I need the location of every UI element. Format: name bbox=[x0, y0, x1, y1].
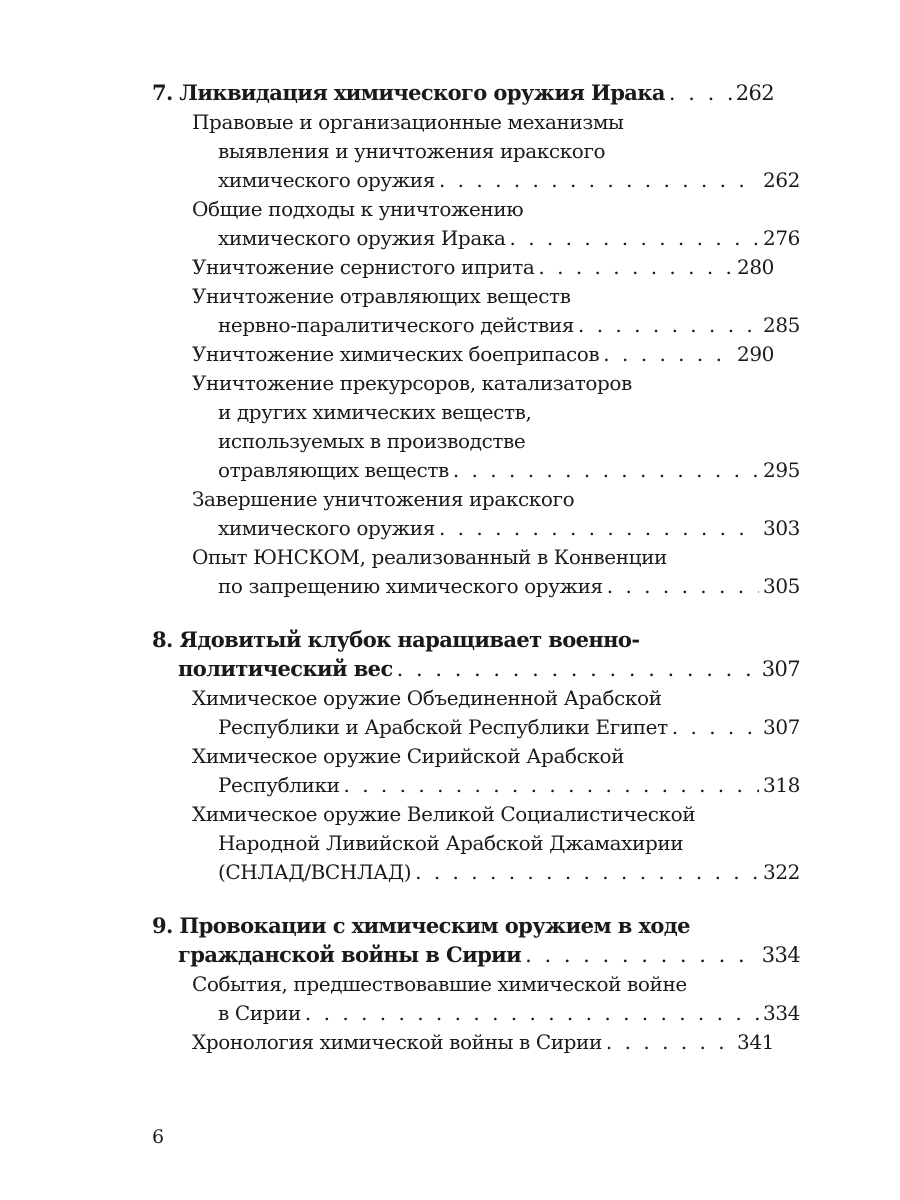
toc-line-with-page bbox=[192, 858, 800, 887]
section-entry[interactable] bbox=[192, 970, 800, 1028]
entry-text: нервно-паралитического действия bbox=[218, 313, 574, 337]
page-ref: 341 bbox=[737, 1030, 774, 1054]
entry-text: Республики и Арабской Республики Египет bbox=[218, 715, 668, 739]
page-ref: 307 bbox=[761, 657, 800, 681]
dot-leader bbox=[607, 572, 759, 601]
page-ref: 318 bbox=[763, 773, 800, 797]
entry-text: в Сирии bbox=[218, 1001, 301, 1025]
entry-text: События, предшествовавшие химической войне bbox=[192, 972, 687, 996]
section-entry[interactable] bbox=[192, 340, 774, 369]
page-number: 6 bbox=[152, 1126, 165, 1148]
dot-leader bbox=[305, 999, 759, 1028]
entry-text: Уничтожение химических боеприпасов bbox=[192, 342, 600, 366]
page-ref: 280 bbox=[737, 255, 774, 279]
entry-text: Народной Ливийской Арабской Джамахирии bbox=[218, 831, 684, 855]
entry-text: Химическое оружие Сирийской Арабской bbox=[192, 744, 625, 768]
entry-text: Уничтожение прекурсоров, катализаторов bbox=[192, 371, 632, 395]
toc-line-with-page bbox=[192, 340, 774, 369]
toc-chapter bbox=[152, 911, 800, 1057]
entry-text: Общие подходы к уничтожению bbox=[192, 197, 524, 221]
toc-line-with-page bbox=[152, 940, 800, 970]
toc-line-with-page bbox=[192, 514, 800, 543]
entry-text: отравляющих веществ bbox=[218, 458, 449, 482]
entry-text: 8. Ядовитый клубок наращивает военно- bbox=[152, 627, 640, 652]
page-ref: 290 bbox=[737, 342, 774, 366]
page-ref: 262 bbox=[735, 81, 774, 105]
dot-leader bbox=[415, 858, 759, 887]
entry-text: Завершение уничтожения иракского bbox=[192, 487, 575, 511]
toc-line-with-page bbox=[192, 1028, 774, 1057]
section-entry[interactable] bbox=[192, 282, 800, 340]
chapter-title[interactable] bbox=[152, 625, 800, 684]
dot-leader bbox=[439, 514, 759, 543]
toc-line-with-page bbox=[192, 713, 800, 742]
entry-text: химического оружия bbox=[218, 168, 435, 192]
entry-text: химического оружия Ирака bbox=[218, 226, 506, 250]
dot-leader bbox=[578, 311, 759, 340]
dot-leader bbox=[525, 941, 758, 970]
entry-text: 7. Ликвидация химического оружия Ирака bbox=[152, 80, 665, 105]
section-entry[interactable] bbox=[192, 1028, 774, 1057]
section-entry[interactable] bbox=[192, 108, 800, 195]
entry-text: 9. Провокации с химическим оружием в ходе bbox=[152, 913, 690, 938]
dot-leader bbox=[397, 655, 758, 684]
dot-leader bbox=[439, 166, 759, 195]
section-entry[interactable] bbox=[192, 742, 800, 800]
section-entry[interactable] bbox=[192, 485, 800, 543]
toc-chapter bbox=[152, 625, 800, 887]
entry-text: Химическое оружие Великой Социалистической bbox=[192, 802, 696, 826]
toc-line-with-page bbox=[192, 999, 800, 1028]
page-ref: 276 bbox=[763, 226, 800, 250]
dot-leader bbox=[606, 1028, 733, 1057]
toc-line-with-page bbox=[192, 224, 800, 253]
section-entry[interactable] bbox=[192, 253, 774, 282]
chapter-title[interactable] bbox=[152, 78, 774, 108]
dot-leader bbox=[603, 340, 733, 369]
page-ref: 334 bbox=[761, 943, 800, 967]
page-ref: 307 bbox=[763, 715, 800, 739]
toc-line-with-page bbox=[152, 78, 774, 108]
entry-text: Уничтожение отравляющих веществ bbox=[192, 284, 571, 308]
toc-line-with-page bbox=[192, 253, 774, 282]
toc-line-with-page bbox=[192, 456, 800, 485]
chapter-title[interactable] bbox=[152, 911, 800, 970]
toc-chapter bbox=[152, 78, 800, 601]
entry-text: Правовые и организационные механизмы bbox=[192, 110, 624, 134]
page-ref: 295 bbox=[763, 458, 800, 482]
dot-leader bbox=[669, 79, 732, 108]
entry-text: Уничтожение сернистого иприта bbox=[192, 255, 535, 279]
page-ref: 303 bbox=[763, 516, 800, 540]
toc-line-with-page bbox=[192, 311, 800, 340]
dot-leader bbox=[453, 456, 759, 485]
toc-line-with-page bbox=[152, 654, 800, 684]
entry-text: выявления и уничтожения иракского bbox=[218, 139, 606, 163]
section-entry[interactable] bbox=[192, 800, 800, 887]
entry-text: используемых в производстве bbox=[218, 429, 526, 453]
toc-line-with-page bbox=[192, 572, 800, 601]
entry-text: Хронология химической войны в Сирии bbox=[192, 1030, 602, 1054]
section-entry[interactable] bbox=[192, 543, 800, 601]
entry-text: и других химических веществ, bbox=[218, 400, 532, 424]
dot-leader bbox=[509, 224, 759, 253]
entry-text: политический вес bbox=[178, 656, 393, 681]
entry-text: Химическое оружие Объединенной Арабской bbox=[192, 686, 662, 710]
dot-leader bbox=[538, 253, 733, 282]
dot-leader bbox=[344, 771, 760, 800]
entry-text: Опыт ЮНСКОМ, реализованный в Конвенции bbox=[192, 545, 667, 569]
page-ref: 334 bbox=[763, 1001, 800, 1025]
toc-line-with-page bbox=[192, 771, 800, 800]
page-ref: 322 bbox=[763, 860, 800, 884]
dot-leader bbox=[672, 713, 759, 742]
section-entry[interactable] bbox=[192, 369, 800, 485]
entry-text: (СНЛАД/ВСНЛАД) bbox=[218, 860, 412, 884]
entry-text: химического оружия bbox=[218, 516, 435, 540]
page-ref: 305 bbox=[763, 574, 800, 598]
toc-line-with-page bbox=[192, 166, 800, 195]
entry-text: гражданской войны в Сирии bbox=[178, 942, 522, 967]
section-entry[interactable] bbox=[192, 195, 800, 253]
entry-text: Республики bbox=[218, 773, 340, 797]
page-ref: 262 bbox=[763, 168, 800, 192]
table-of-contents bbox=[152, 78, 800, 1081]
page-ref: 285 bbox=[763, 313, 800, 337]
entry-text: по запрещению химического оружия bbox=[218, 574, 603, 598]
section-entry[interactable] bbox=[192, 684, 800, 742]
